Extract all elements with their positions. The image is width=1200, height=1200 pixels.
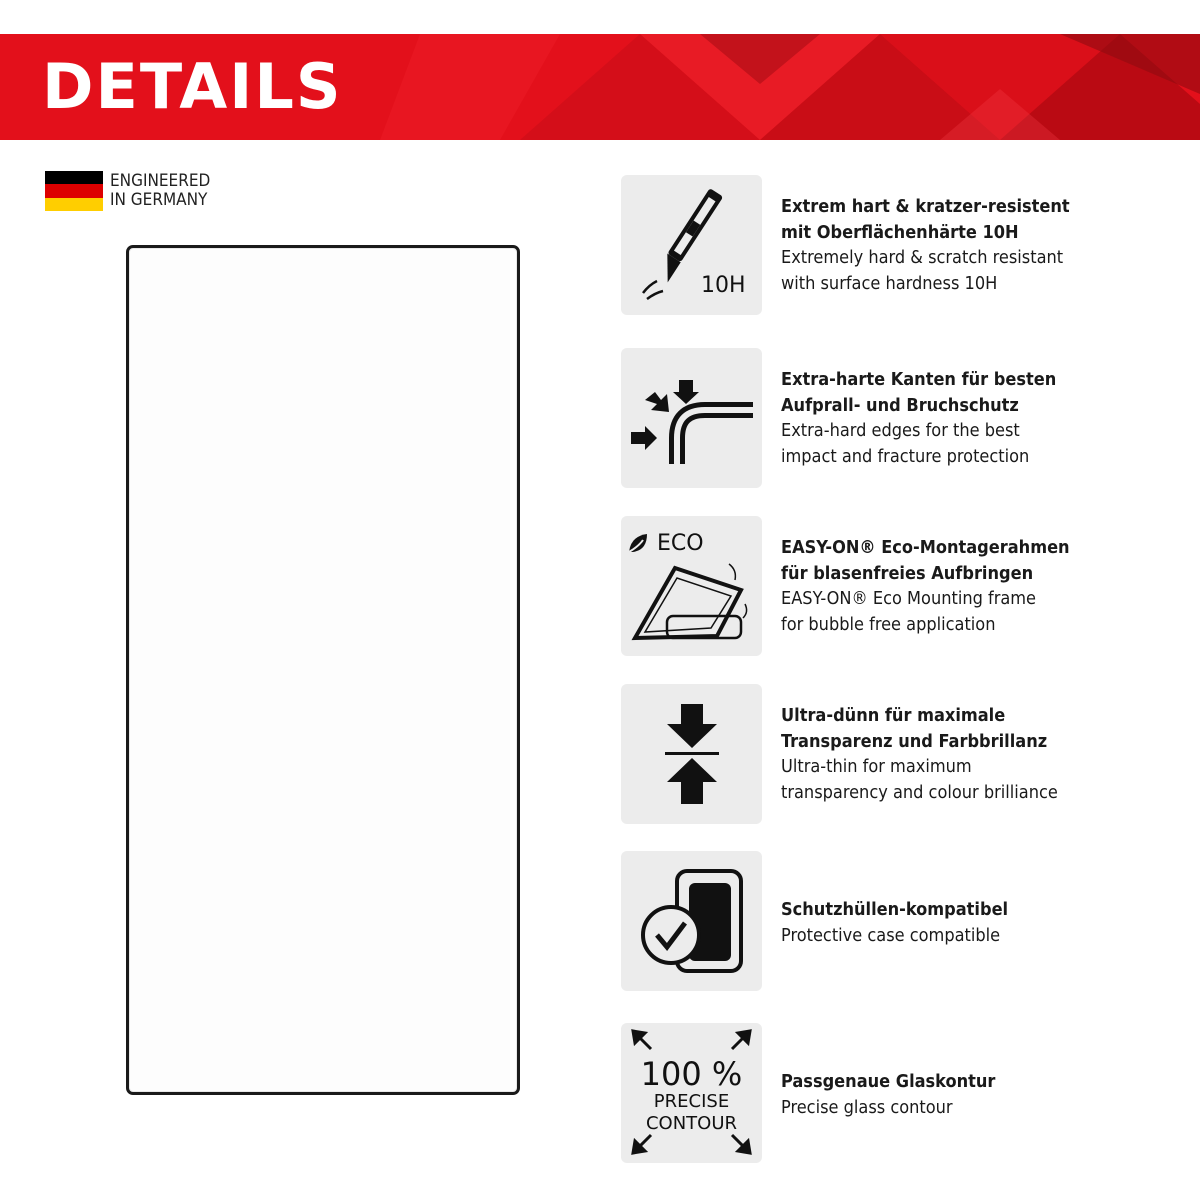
feature-edges	[621, 348, 1200, 488]
feature-title-en: Ultra-thin for maximum transparency and colour brilliance	[781, 756, 1058, 803]
badge-line-2: IN GERMANY	[110, 190, 208, 210]
feature-title-en: Extra-hard edges for the best impact and fracture protection	[781, 420, 1030, 467]
feature-title-en: Precise glass contour	[781, 1096, 953, 1118]
feature-title-en: EASY-ON® Eco Mounting frame for bubble free application	[781, 588, 1037, 635]
case-compatible-icon	[621, 851, 762, 991]
feature-title-de: Passgenaue Glaskontur	[781, 1071, 996, 1092]
ultra-thin-icon	[621, 684, 762, 824]
feature-title-de: Extrem hart & kratzer-resistent mit Oberflächenhärte 10H	[781, 196, 1070, 243]
feature-title-de: Ultra-dünn für maximale Transparenz und Farbbrillanz	[781, 705, 1048, 752]
feature-ultra-thin	[621, 684, 1200, 824]
engineered-badge	[110, 172, 210, 210]
svg-text:100 %: 100 %	[640, 1055, 743, 1093]
feature-easy-on	[621, 516, 1200, 656]
svg-text:CONTOUR: CONTOUR	[645, 1113, 738, 1134]
svg-text:ECO: ECO	[657, 531, 704, 556]
feature-title-en: Extremely hard & scratch resistant with surface hardness 10H	[781, 247, 1064, 294]
feature-case-compatible	[621, 851, 1200, 991]
header-banner	[0, 34, 1200, 140]
hard-edges-icon	[621, 348, 762, 488]
feature-title-de: EASY-ON® Eco-Montagerahmen für blasenfreies Aufbringen	[781, 537, 1070, 584]
german-flag-icon	[45, 171, 103, 211]
eco-mounting-frame-icon	[621, 516, 762, 656]
feature-title-de: Schutzhüllen-kompatibel	[781, 899, 1009, 920]
svg-text:10H: 10H	[701, 273, 746, 298]
feature-precise-contour	[621, 1023, 1200, 1163]
precise-contour-icon	[621, 1023, 762, 1163]
page-title: DETAILS	[42, 50, 343, 123]
badge-line-1: ENGINEERED	[110, 171, 211, 191]
feature-title-en: Protective case compatible	[781, 924, 1001, 946]
knife-10h-icon	[621, 175, 762, 315]
feature-title-de: Extra-harte Kanten für besten Aufprall- und Bruchschutz	[781, 369, 1057, 416]
screen-protector-outline	[126, 245, 520, 1095]
svg-text:PRECISE: PRECISE	[653, 1091, 730, 1112]
feature-hardness	[621, 175, 1200, 315]
